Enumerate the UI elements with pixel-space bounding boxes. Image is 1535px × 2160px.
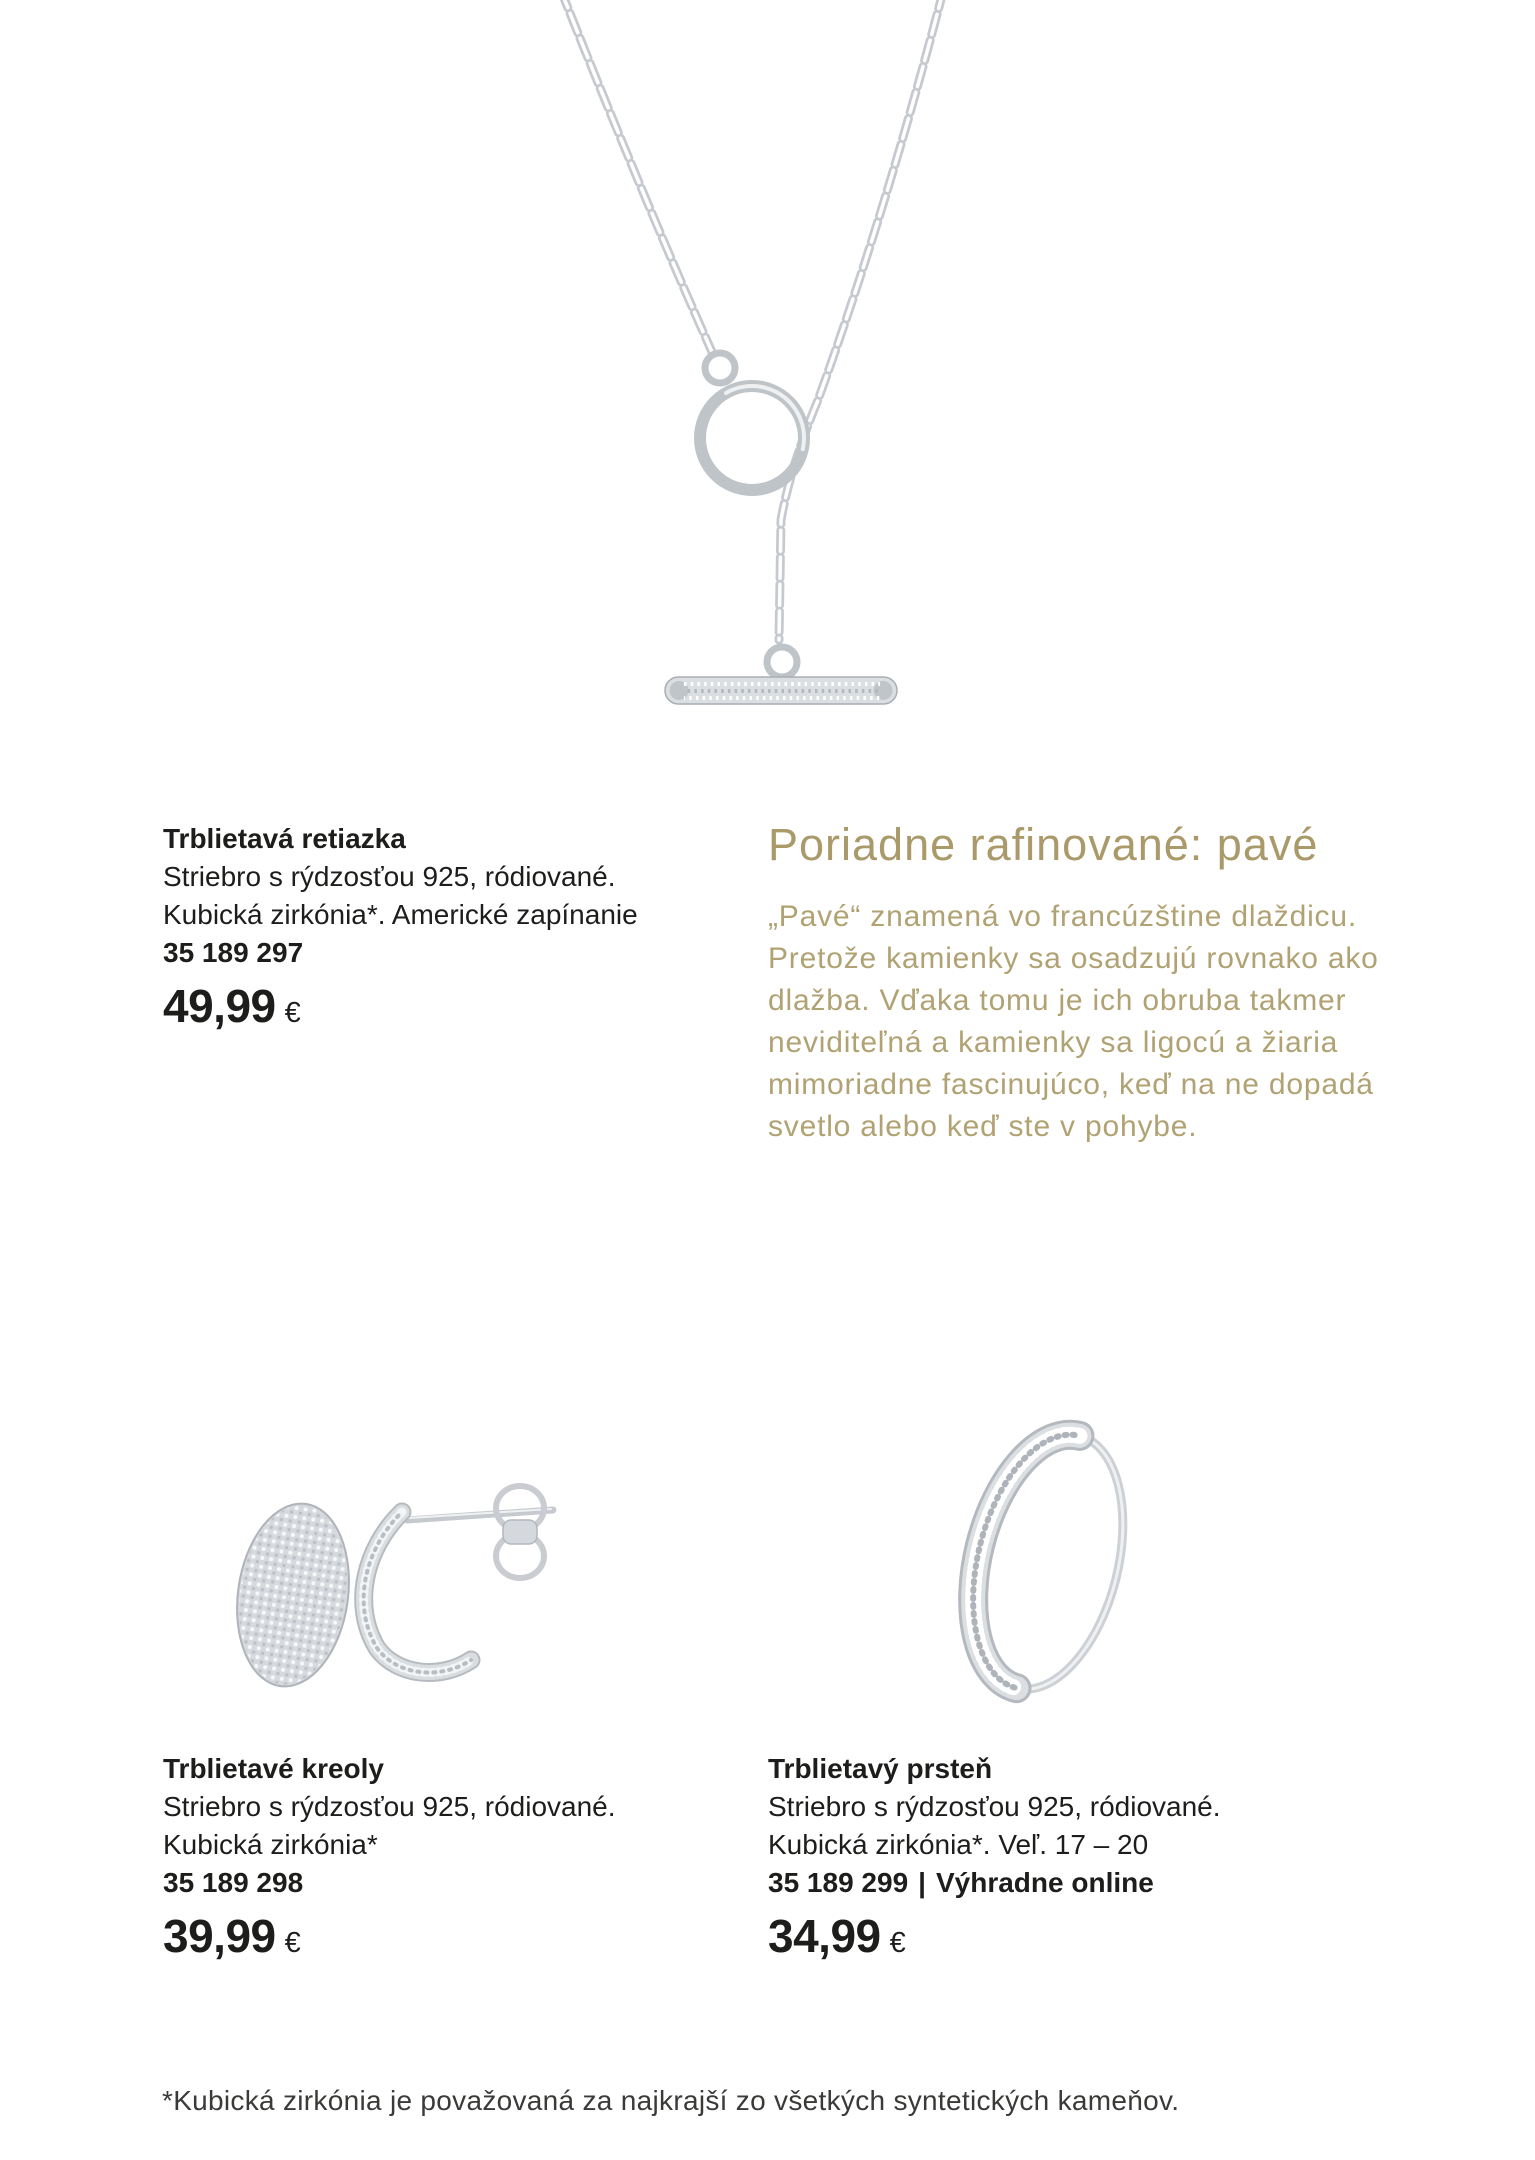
text-line: Kubická zirkónia*. Veľ. 17 – 20 (768, 1829, 1149, 1860)
earring-butterfly-back (496, 1486, 544, 1578)
price (163, 1910, 616, 1962)
availability-badge: Výhradne online (935, 1867, 1154, 1898)
currency-symbol: € (889, 1927, 906, 1959)
text-line: neviditeľná a kamienky sa ligocú a žiaria (768, 1026, 1339, 1059)
product-description (163, 1788, 616, 1864)
feature-block (768, 818, 1379, 1148)
price-value: 34,99 (768, 1910, 881, 1962)
necklace-photo (390, 0, 1010, 770)
earrings-photo (165, 1380, 645, 1740)
product-earrings (163, 1750, 616, 1962)
necklace-toggle-ring (681, 367, 823, 509)
text-line: Kubická zirkónia* (163, 1829, 378, 1860)
earring-half-hoop (364, 1512, 471, 1673)
price (768, 1910, 1221, 1962)
necklace-pave-bar (665, 677, 897, 704)
article-number: 35 189 298 (163, 1867, 304, 1898)
price (163, 980, 638, 1032)
necklace-right-chain (779, 0, 944, 640)
ring-photo (890, 1380, 1310, 1740)
necklace-bar-loop (767, 647, 797, 677)
text-line: svetlo alebo keď ste v pohybe. (768, 1110, 1198, 1143)
ring-band (949, 1419, 1148, 1705)
earring-stud (226, 1496, 361, 1694)
separator: | (918, 1867, 926, 1898)
text-line: Striebro s rýdzosťou 925, ródiované. (163, 1791, 616, 1822)
text-line: „Pavé“ znamená vo francúzštine dlaždicu. (768, 900, 1357, 933)
text-line: Striebro s rýdzosťou 925, ródiované. (163, 861, 616, 892)
text-line: Kubická zirkónia*. Americké zapínanie (163, 899, 638, 930)
product-ring (768, 1750, 1221, 1962)
product-description (768, 1788, 1221, 1864)
article-number: 35 189 297 (163, 937, 304, 968)
feature-heading: Poriadne rafinované: pavé (768, 819, 1319, 870)
article-number-line (768, 1864, 1221, 1902)
text-line: dlažba. Vďaka tomu je ich obruba takmer (768, 984, 1347, 1017)
necklace-left-chain (560, 0, 712, 352)
product-necklace (163, 820, 638, 1032)
footnote: *Kubická zirkónia je považovaná za najkrajší zo všetkých syntetických kameňov. (162, 2085, 1180, 2116)
product-title: Trblietavá retiazka (163, 823, 406, 854)
article-number: 35 189 299 (768, 1867, 909, 1898)
feature-body (768, 896, 1379, 1148)
text-line: mimoriadne fascinujúco, keď na ne dopadá (768, 1068, 1374, 1101)
currency-symbol: € (284, 1927, 301, 1959)
text-line: Pretože kamienky sa osadzujú rovnako ako (768, 942, 1379, 975)
price-value: 39,99 (163, 1910, 276, 1962)
price-value: 49,99 (163, 980, 276, 1032)
necklace-connector-loop (705, 353, 735, 383)
ring-pave-section (949, 1419, 1080, 1688)
product-title: Trblietavý prsteň (768, 1753, 993, 1784)
product-description (163, 858, 638, 934)
earring-post (407, 1509, 553, 1520)
currency-symbol: € (284, 997, 301, 1029)
product-title: Trblietavé kreoly (163, 1753, 385, 1784)
text-line: Striebro s rýdzosťou 925, ródiované. (768, 1791, 1221, 1822)
